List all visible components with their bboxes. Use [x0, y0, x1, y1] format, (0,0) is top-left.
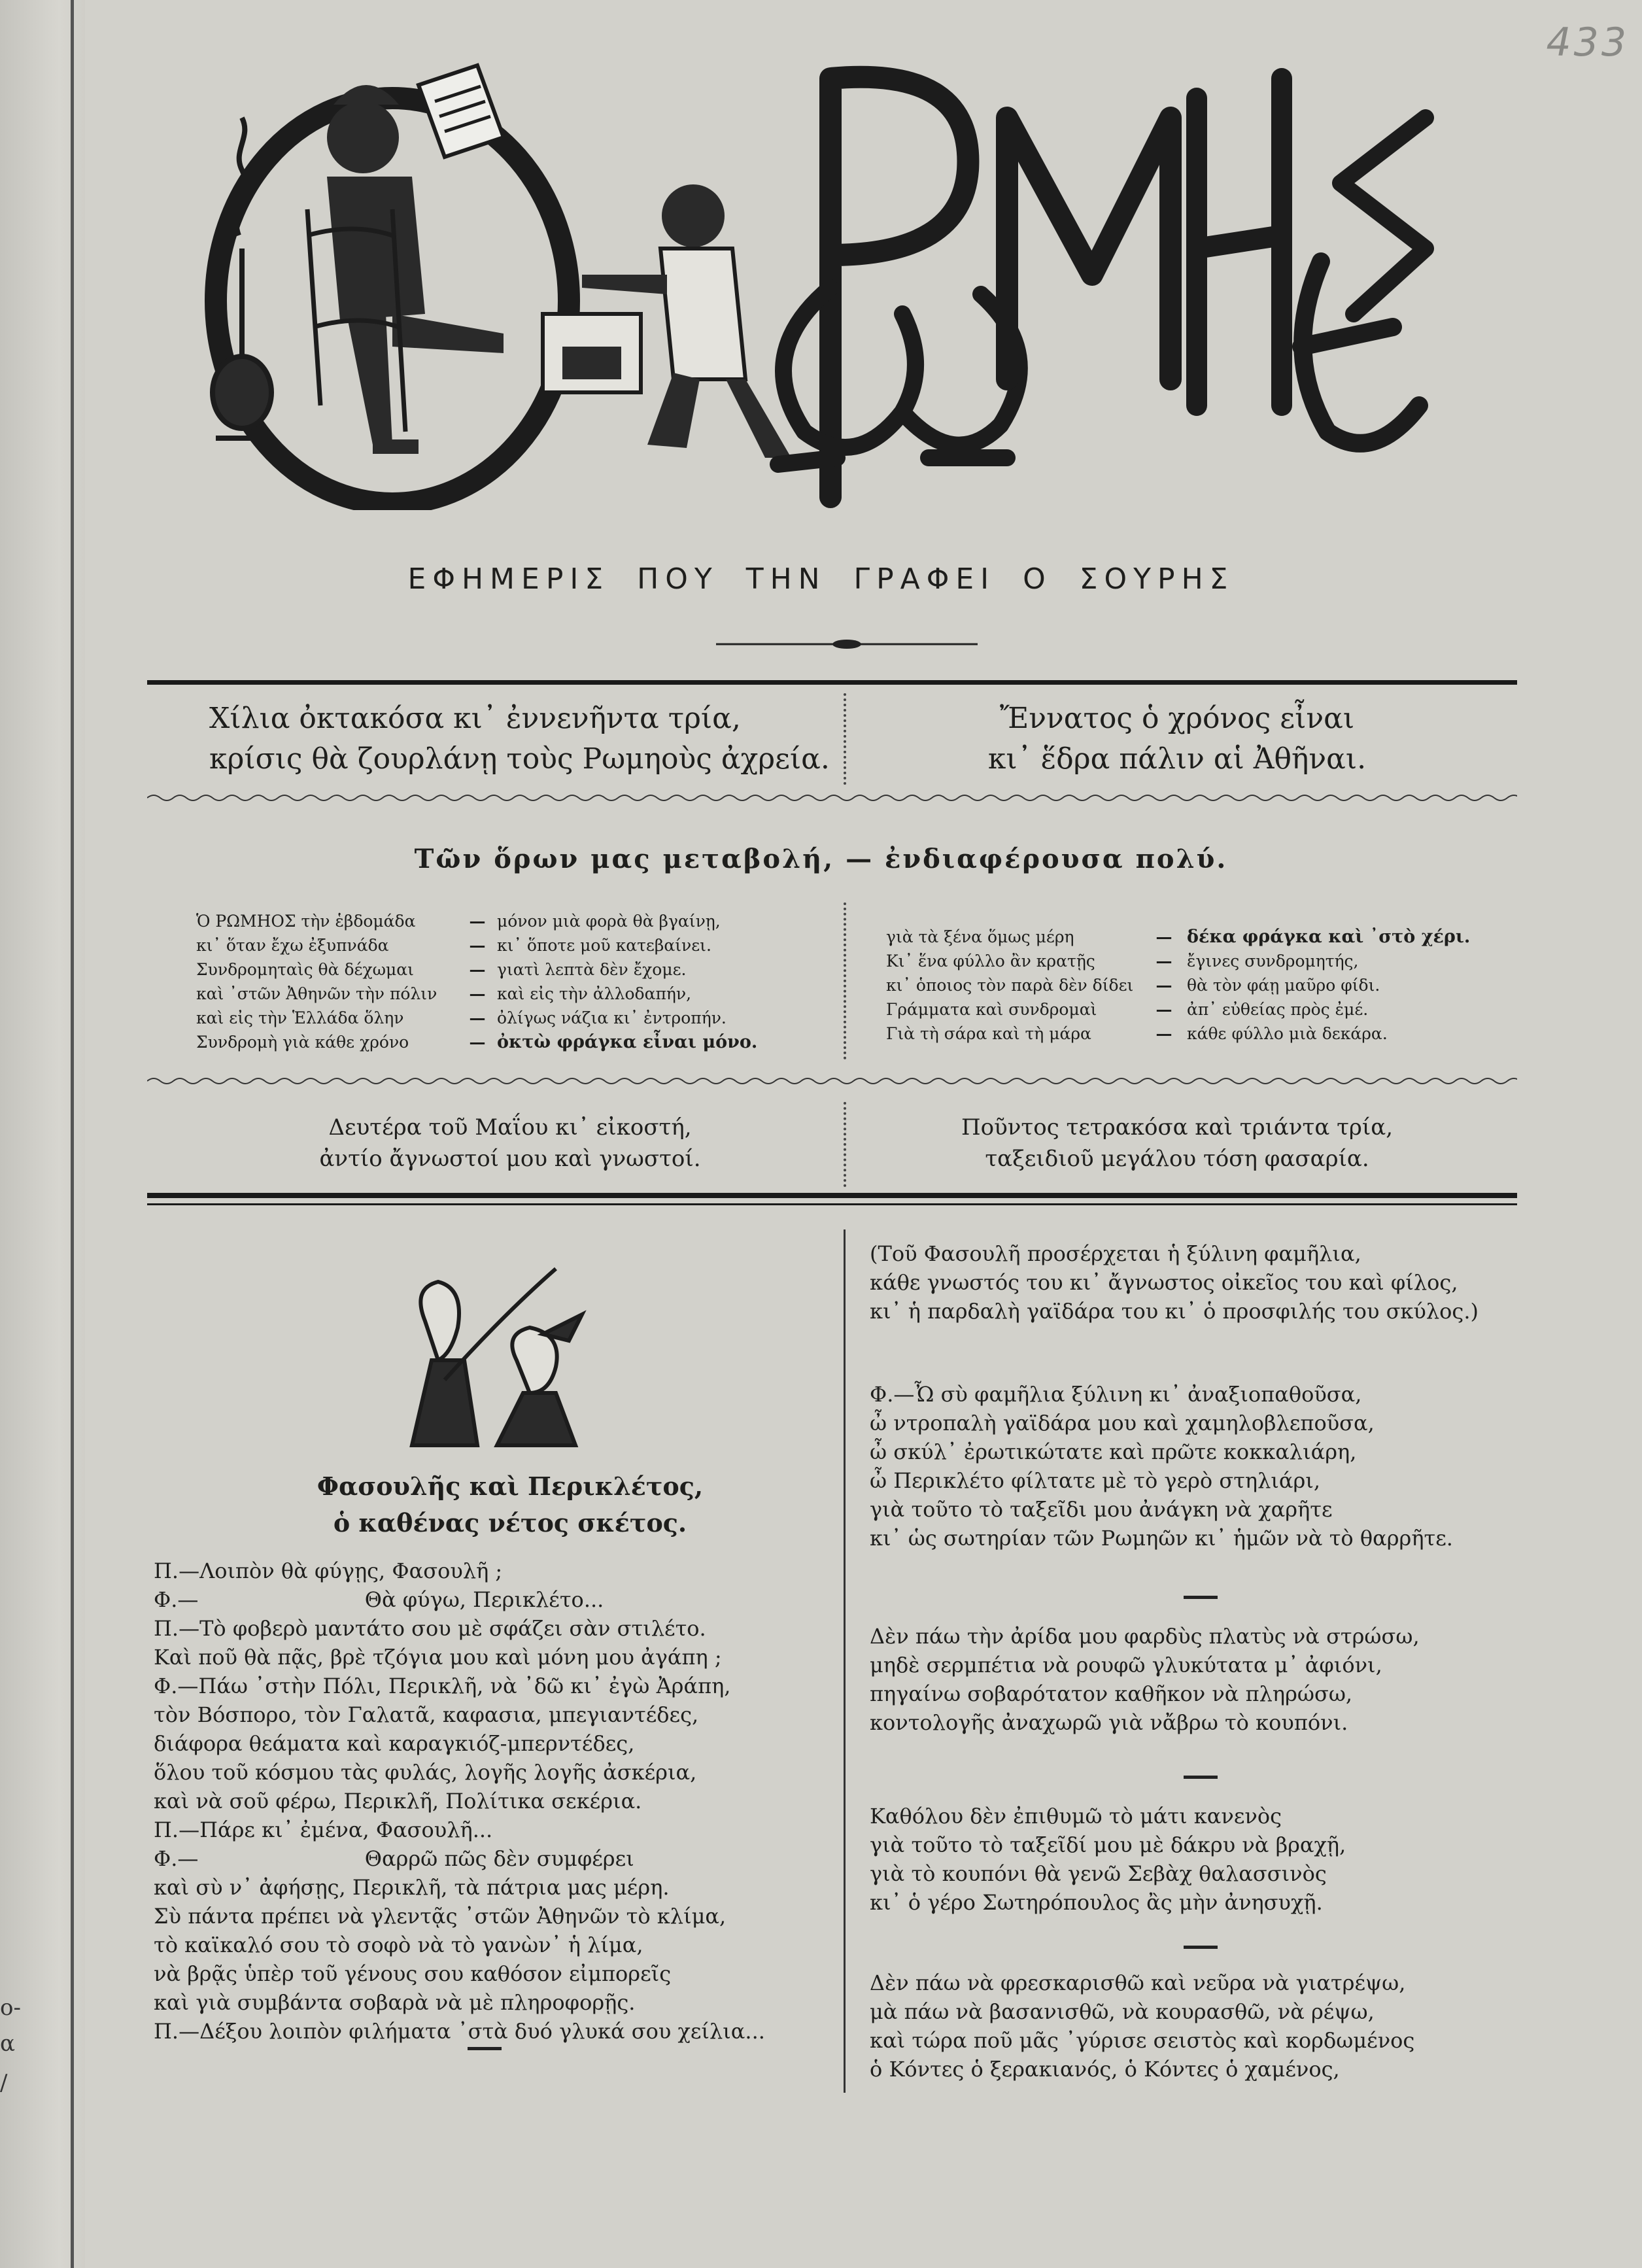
verse-line: Φ.— Θὰ φύγω, Περικλέτο...	[154, 1587, 604, 1612]
terms-cell: Γράμματα καὶ συνδρομαὶ	[886, 1000, 1097, 1019]
date-line: ταξειδιοῦ μεγάλου τόση φασαρία.	[985, 1146, 1369, 1172]
terms-row	[196, 1030, 837, 1054]
verse-line: Σὺ πάντα πρέπει νὰ γλεντᾷς ᾽στῶν Ἀθηνῶν τὸ κλίμα,	[154, 1904, 727, 1929]
terms-dash: —	[469, 936, 486, 955]
terms-cell: γιὰ τὰ ξένα ὅμως μέρη	[886, 927, 1074, 946]
section-rule	[147, 1193, 1517, 1198]
stanza-dash	[1184, 1946, 1218, 1949]
verse-line: Δὲν πάω νὰ φρεσκαρισθῶ καὶ νεῦρα νὰ γιατρέψω,	[870, 1970, 1406, 1995]
page-number: 433	[1546, 20, 1629, 65]
section-rule-thin	[147, 1203, 1517, 1205]
stanza-dash	[468, 2047, 502, 2050]
verse-line: καὶ γιὰ συμβάντα σοβαρὰ νὰ μὲ πληροφορῇς.	[154, 1990, 636, 2015]
terms-cell: κι᾽ ὅταν ἔχω ἐξυπνάδα	[196, 936, 389, 955]
verse-line: γιὰ τὸ κουπόνι θὰ γενῶ Σεβὰχ θαλασσινὸς	[870, 1861, 1327, 1886]
terms-cell: καὶ εἰς τὴν ἀλλοδαπήν,	[497, 984, 692, 1003]
terms-row	[886, 973, 1527, 997]
verse-line: καὶ τώρα ποῦ μᾶς ᾽γύρισε σειστὸς καὶ κορδωμένος	[870, 2028, 1415, 2053]
verse-line: (Τοῦ Φασουλῆ προσέρχεται ἡ ξύλινη φαμῆλια,	[870, 1241, 1361, 1266]
verse-line: πηγαίνω σοβαρότατον καθῆκον νὰ πληρώσω,	[870, 1681, 1353, 1706]
terms-dash: —	[469, 912, 486, 931]
masthead-illustration	[177, 39, 1439, 510]
dialogue-title-line: Φασουλῆς καὶ Περικλέτος,	[316, 1471, 704, 1501]
terms-cell: θὰ τὸν φάῃ μαῦρο φίδι.	[1187, 976, 1380, 995]
couplet-line: κρίσις θὰ ζουρλάνῃ τοὺς Ρωμηοὺς ἀχρεία.	[209, 742, 830, 776]
verse-line: ὦ Περικλέτο φίλτατε μὲ τὸ γερὸ στηλιάρι,	[870, 1468, 1321, 1493]
terms-row	[196, 933, 837, 957]
date-right	[883, 1112, 1471, 1175]
terms-cell: γιατὶ λεπτὰ δὲν ἔχομε.	[497, 960, 687, 979]
terms-cell: καὶ ᾽στῶν Ἀθηνῶν τὴν πόλιν	[196, 984, 437, 1003]
terms-cell: Ὁ ΡΩΜΗΟΣ τὴν ἑβδομάδα	[196, 912, 416, 931]
date-left	[216, 1112, 804, 1175]
verse-line: Δὲν πάω τὴν ἀρίδα μου φαρδὺς πλατὺς νὰ στρώσω,	[870, 1624, 1420, 1649]
terms-cell: Κι᾽ ἕνα φύλλο ἂν κρατῇς	[886, 952, 1095, 971]
dialogue-title	[248, 1468, 772, 1541]
terms-cell: Συνδρομηταὶς θὰ δέχωμαι	[196, 960, 414, 979]
terms-row	[196, 909, 837, 933]
terms-row	[196, 1006, 837, 1030]
wavy-rule	[147, 793, 1517, 803]
stanza-dash	[1184, 1596, 1218, 1599]
verse-line: τὸν Βόσπορο, τὸν Γαλατᾶ, καφασια, μπεγιαντέδες,	[154, 1702, 699, 1727]
terms-dash: —	[1155, 976, 1172, 995]
margin-fragment: ο-	[0, 1995, 21, 2021]
terms-dash: —	[1155, 952, 1172, 971]
terms-cell: Συνδρομὴ γιὰ κάθε χρόνο	[196, 1033, 409, 1052]
dialogue-title-line: ὁ καθένας νέτος σκέτος.	[333, 1508, 687, 1538]
verse-line: Π.—Δέξου λοιπὸν φιλήματα ᾽στὰ δυό γλυκά σου χείλια...	[154, 2019, 765, 2044]
verse-line: κοντολογῆς ἀναχωρῶ γιὰ νἄβρω τὸ κουπόνι.	[870, 1710, 1348, 1735]
couplet-right	[883, 698, 1471, 780]
wavy-rule	[147, 1076, 1517, 1086]
terms-row	[196, 982, 837, 1006]
terms-row	[886, 949, 1527, 973]
column-divider	[844, 693, 846, 785]
column-divider	[844, 1102, 846, 1187]
dialogue-left-column	[154, 1556, 765, 2046]
terms-row	[196, 957, 837, 982]
verse-line: Καθόλου δὲν ἐπιθυμῶ τὸ μάτι κανενὸς	[870, 1804, 1282, 1829]
terms-row	[886, 1022, 1527, 1046]
terms-cell: ἔγινες συνδρομητής,	[1187, 952, 1359, 971]
verse-line: καὶ νὰ σοῦ φέρω, Περικλῆ, Πολίτικα σεκέρια.	[154, 1789, 642, 1813]
terms-dash: —	[1155, 927, 1172, 946]
terms-dash: —	[1155, 1024, 1172, 1043]
terms-cell: ἀπ᾽ εὐθείας πρὸς ἐμέ.	[1187, 1000, 1369, 1019]
terms-cell: καὶ εἰς τὴν Ἑλλάδα ὅλην	[196, 1008, 404, 1027]
verse-line: κάθε γνωστός του κι᾽ ἄγνωστος οἰκεῖος του καὶ φίλος,	[870, 1270, 1458, 1295]
terms-cell: Γιὰ τὴ σάρα καὶ τὴ μάρα	[886, 1024, 1091, 1043]
terms-cell: ὀκτὼ φράγκα εἶναι μόνο.	[497, 1032, 758, 1052]
verse-line: κι᾽ ὡς σωτηρίαν τῶν Ρωμηῶν κι᾽ ἡμῶν νὰ τὸ θαρρῆτε.	[870, 1526, 1453, 1551]
verse-line: ὅλου τοῦ κόσμου τὰς φυλάς, λογῆς λογῆς ἀσκέρια,	[154, 1760, 697, 1785]
terms-cell: μόνον μιὰ φορὰ θὰ βγαίνῃ,	[497, 912, 721, 931]
date-line: Ποῦντος τετρακόσα καὶ τριάντα τρία,	[961, 1114, 1394, 1141]
verse-line: διάφορα θεάματα καὶ καραγκιόζ-μπερντέδες,	[154, 1731, 635, 1756]
terms-dash: —	[469, 1008, 486, 1027]
verse-line: κι᾽ ὁ γέρο Σωτηρόπουλος ἂς μὴν ἀνησυχῇ.	[870, 1890, 1323, 1915]
terms-cell: κάθε φύλλο μιὰ δεκάρα.	[1187, 1024, 1388, 1043]
verse-line: νὰ βρᾷς ὑπὲρ τοῦ γένους σου καθόσον εἰμπορεῖς	[154, 1961, 672, 1986]
verse-line: καὶ σὺ ν᾽ ἀφήσῃς, Περικλῆ, τὰ πάτρια μας μέρη.	[154, 1875, 670, 1900]
verse-line: Π.—Πάρε κι᾽ ἐμένα, Φασουλῆ...	[154, 1817, 493, 1842]
verse-line: ὦ σκύλ᾽ ἐρωτικώτατε καὶ πρῶτε κοκκαλιάρη,	[870, 1439, 1357, 1464]
verse-stanza	[870, 1802, 1346, 1917]
verse-line: Καὶ ποῦ θὰ πᾷς, βρὲ τζόγια μου καὶ μόνη μου ἀγάπη ;	[154, 1645, 722, 1670]
terms-title: Τῶν ὅρων μας μεταβολή, — ἐνδιαφέρουσα πολύ.	[414, 844, 1228, 874]
verse-stanza	[870, 1239, 1479, 1326]
verse-stanza	[870, 1968, 1414, 2084]
terms-row	[886, 925, 1527, 949]
verse-line: μηδὲ σερμπέτια νὰ ρουφῶ γλυκύτατα μ᾽ ἀφιόνι,	[870, 1653, 1382, 1677]
verse-stanza	[870, 1380, 1453, 1553]
verse-line: ὦ ντροπαλὴ γαϊδάρα μου καὶ χαμηλοβλεποῦσα,	[870, 1411, 1375, 1435]
masthead-logo	[177, 39, 1439, 510]
terms-dash: —	[1155, 1000, 1172, 1019]
couplet-left	[209, 698, 830, 780]
verse-stanza	[870, 1622, 1420, 1737]
terms-left	[196, 909, 837, 1054]
verse-line: γιὰ τοῦτο τὸ ταξεῖδι μου ἀνάγκη νὰ χαρῆτε	[870, 1497, 1333, 1522]
terms-row	[886, 997, 1527, 1022]
verse-line: Φ.— Θαρρῶ πῶς δὲν συμφέρει	[154, 1846, 634, 1871]
verse-line: κι᾽ ἡ παρδαλὴ γαϊδάρα του κι᾽ ὁ προσφιλής του σκύλος.)	[870, 1299, 1479, 1324]
margin-fragment: /	[0, 2070, 8, 2096]
verse-line: Φ.—Πάω ᾽στὴν Πόλι, Περικλῆ, νὰ ᾽δῶ κι᾽ ἐγὼ Ἀράπη,	[154, 1674, 731, 1698]
binding-edge-line	[71, 0, 74, 2268]
verse-line: τὸ καϊκαλό σου τὸ σοφὸ νὰ τὸ γανὼν᾽ ἡ λίμα,	[154, 1933, 643, 1957]
couplet-line: κι᾽ ἕδρα πάλιν αἱ Ἀθῆναι.	[987, 742, 1367, 776]
terms-cell: κι᾽ ὁποιος τὸν παρὰ δὲν δίδει	[886, 976, 1134, 995]
date-line: ἀντίο ἄγνωστοί μου καὶ γνωστοί.	[319, 1146, 701, 1172]
column-divider	[844, 902, 846, 1059]
terms-dash: —	[469, 984, 486, 1003]
verse-line: Π.—Τὸ φοβερὸ μαντάτο σου μὲ σφάζει σὰν στιλέτο.	[154, 1616, 706, 1641]
terms-cell: δέκα φράγκα καὶ ᾽στὸ χέρι.	[1187, 927, 1471, 947]
verse-line: ὁ Κόντες ὁ ξερακιανός, ὁ Κόντες ὁ χαμένος,	[870, 2057, 1340, 2082]
verse-line: γιὰ τοῦτο τὸ ταξεῖδί μου μὲ δάκρυ νὰ βραχῇ,	[870, 1832, 1346, 1857]
terms-dash: —	[469, 960, 486, 979]
verse-line: μὰ πάω νὰ βασανισθῶ, νὰ κουρασθῶ, νὰ ρέψω,	[870, 1999, 1375, 2024]
terms-cell: κι᾽ ὅποτε μοῦ κατεβαίνει.	[497, 936, 711, 955]
margin-fragment: α	[0, 2031, 15, 2057]
terms-dash: —	[469, 1033, 486, 1052]
terms-right	[886, 925, 1527, 1046]
terms-cell: ὀλίγως νάζια κι᾽ ἐντροπήν.	[497, 1008, 727, 1027]
stanza-dash	[1184, 1776, 1218, 1779]
header-rule	[147, 680, 1517, 685]
ornamental-divider	[716, 638, 978, 651]
verse-line: Π.—Λοιπὸν θὰ φύγῃς, Φασουλῆ ;	[154, 1558, 503, 1583]
masthead-subtitle: ΕΦΗΜΕΡΙΣ ΠΟΥ ΤΗΝ ΓΡΑΦΕΙ Ο ΣΟΥΡΗΣ	[407, 562, 1235, 596]
column-rule	[844, 1229, 846, 2093]
couplet-line: Ἔννατος ὁ χρόνος εἶναι	[999, 702, 1355, 735]
couplet-line: Χίλια ὀκτακόσα κι᾽ ἐννενῆντα τρία,	[209, 702, 741, 735]
date-line: Δευτέρα τοῦ Μαΐου κι᾽ εἰκοστή,	[328, 1114, 692, 1141]
puppets-illustration	[386, 1262, 608, 1452]
verse-line: Φ.—Ὦ σὺ φαμῆλια ξύλινη κι᾽ ἀναξιοπαθοῦσα,	[870, 1382, 1362, 1407]
